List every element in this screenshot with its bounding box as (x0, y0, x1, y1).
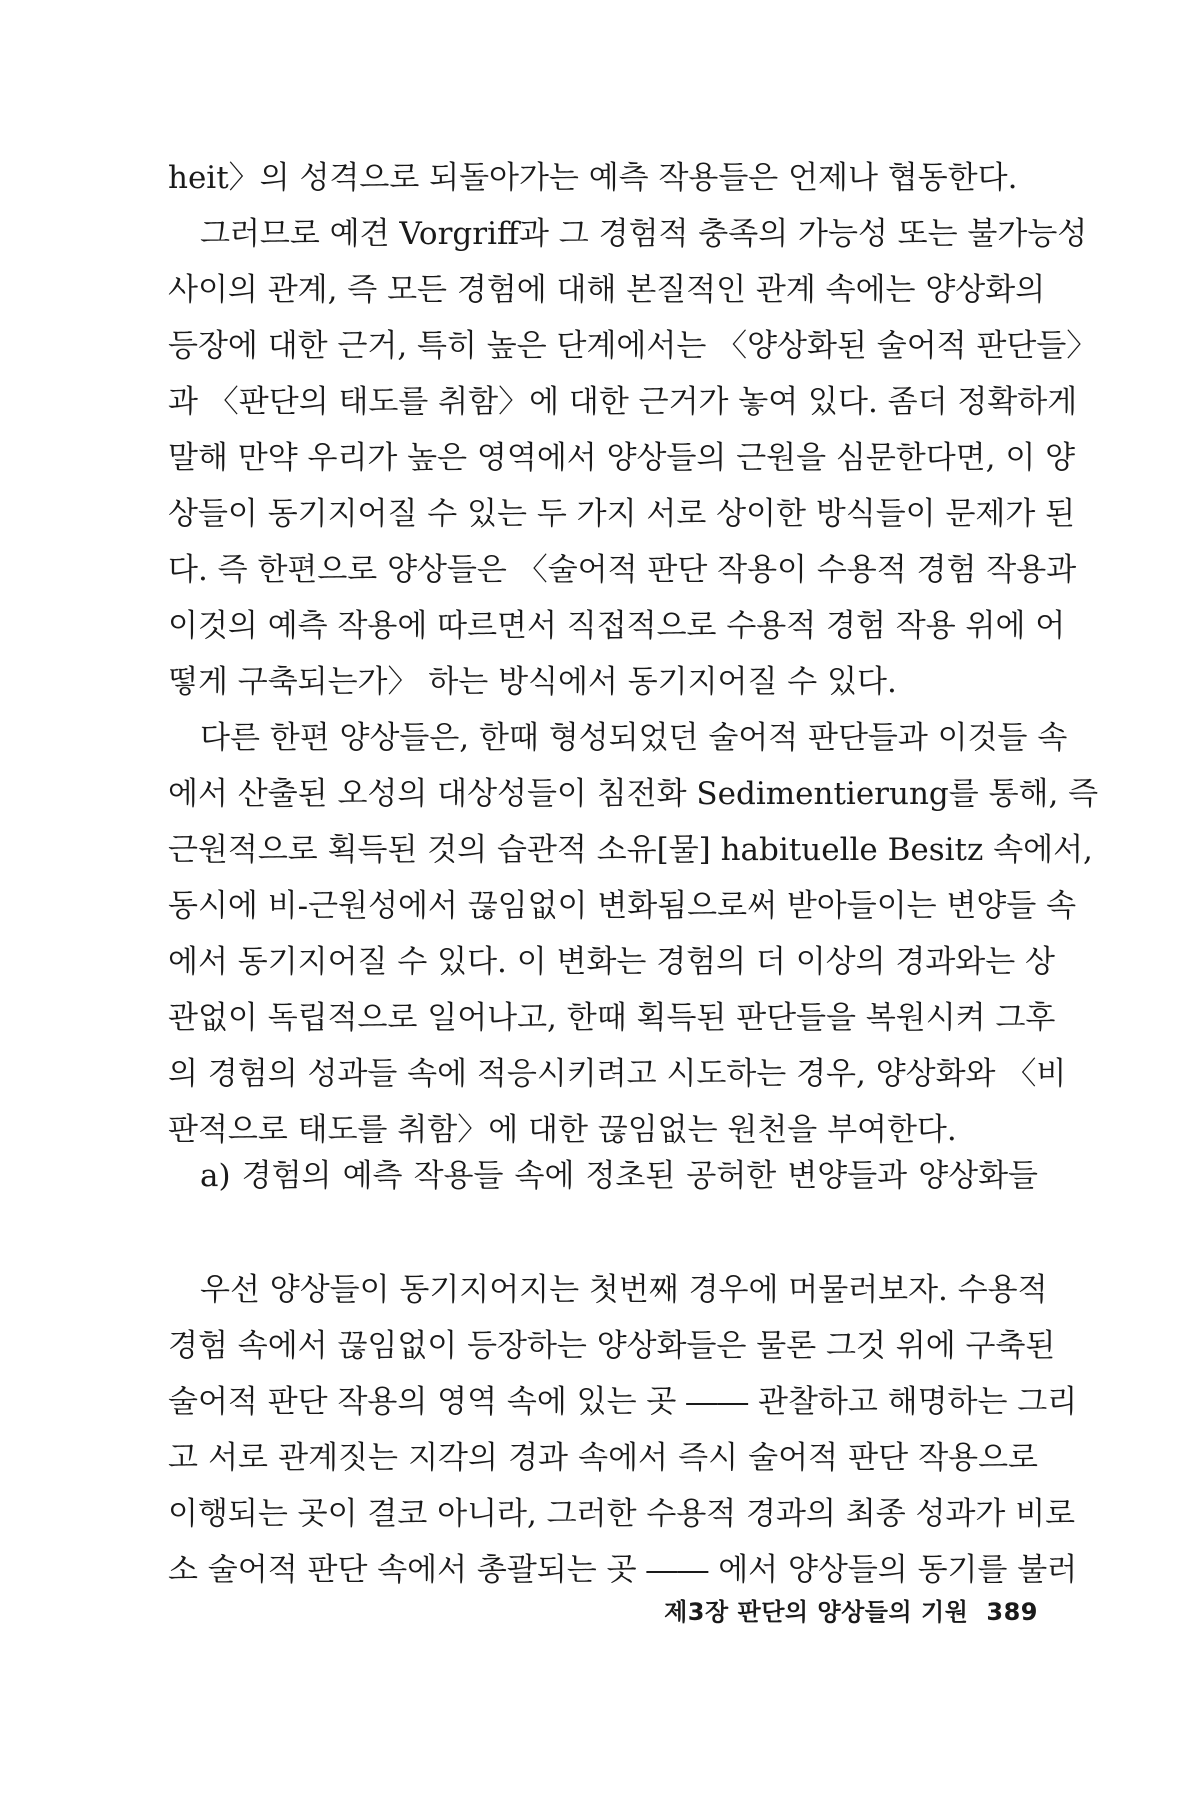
text-line: 다. 즉 한편으로 양상들은 〈술어적 판단 작용이 수용적 경험 작용과 (168, 552, 1077, 588)
text-line: 동시에 비-근원성에서 끊임없이 변화됨으로써 받아들이는 변양들 속 (168, 888, 1077, 924)
text-line: 소 술어적 판단 속에서 총괄되는 곳 ―― 에서 양상들의 동기를 불러 (168, 1552, 1078, 1588)
text-line: 사이의 관계, 즉 모든 경험에 대해 본질적인 관계 속에는 양상화의 (168, 272, 1046, 308)
text-line: 이행되는 곳이 결코 아니라, 그러한 수용적 경과의 최종 성과가 비로 (168, 1496, 1076, 1532)
paragraph-4 (168, 1262, 1078, 1598)
text-line: 에서 산출된 오성의 대상성들이 침전화 Sedimentierung를 통해, 즉 (168, 776, 1099, 812)
paragraph-3 (168, 710, 1099, 1158)
text-line: 경험 속에서 끊임없이 등장하는 양상화들은 물론 그것 위에 구축된 (168, 1328, 1056, 1364)
paragraph-2 (168, 206, 1098, 710)
text-line: heit〉의 성격으로 되돌아가는 예측 작용들은 언제나 협동한다. (168, 160, 1018, 196)
text-line: 우선 양상들이 동기지어지는 첫번째 경우에 머물러보자. 수용적 (200, 1272, 1048, 1308)
text-line: 과 〈판단의 태도를 취함〉에 대한 근거가 놓여 있다. 좀더 정확하게 (168, 384, 1078, 420)
text-line: 다른 한편 양상들은, 한때 형성되었던 술어적 판단들과 이것들 속 (200, 720, 1068, 756)
text-line: 술어적 판단 작용의 영역 속에 있는 곳 ―― 관찰하고 해명하는 그리 (168, 1384, 1078, 1420)
page-number: 389 (986, 1598, 1038, 1626)
text-line: 판적으로 태도를 취함〉에 대한 끊임없는 원천을 부여한다. (168, 1112, 957, 1148)
text-line: 관없이 독립적으로 일어나고, 한때 획득된 판단들을 복원시켜 그후 (168, 1000, 1056, 1036)
page-footer (664, 1592, 1038, 1627)
text-line: 등장에 대한 근거, 특히 높은 단계에서는 〈양상화된 술어적 판단들〉 (168, 328, 1098, 364)
text-line: 에서 동기지어질 수 있다. 이 변화는 경험의 더 이상의 경과와는 상 (168, 944, 1055, 980)
paragraph-1 (168, 150, 1038, 206)
text-line: 말해 만약 우리가 높은 영역에서 양상들의 근원을 심문한다면, 이 양 (168, 440, 1076, 476)
text-line: 상들이 동기지어질 수 있는 두 가지 서로 상이한 방식들이 문제가 된 (168, 496, 1076, 532)
text-line: 근원적으로 획득된 것의 습관적 소유[물] habituelle Besitz 속에서, (168, 832, 1093, 868)
section-heading: a) 경험의 예측 작용들 속에 정초된 공허한 변양들과 양상화들 (200, 1158, 1038, 1194)
text-line: 이것의 예측 작용에 따르면서 직접적으로 수용적 경험 작용 위에 어 (168, 608, 1066, 644)
text-line: 떻게 구축되는가〉 하는 방식에서 동기지어질 수 있다. (168, 664, 897, 700)
text-line: 그러므로 예견 Vorgriff과 그 경험적 충족의 가능성 또는 불가능성 (200, 216, 1088, 252)
text-line: 고 서로 관계짓는 지각의 경과 속에서 즉시 술어적 판단 작용으로 (168, 1440, 1038, 1476)
text-line: 의 경험의 성과들 속에 적응시키려고 시도하는 경우, 양상화와 〈비 (168, 1056, 1067, 1092)
chapter-title: 제3장 판단의 양상들의 기원 (664, 1598, 969, 1626)
